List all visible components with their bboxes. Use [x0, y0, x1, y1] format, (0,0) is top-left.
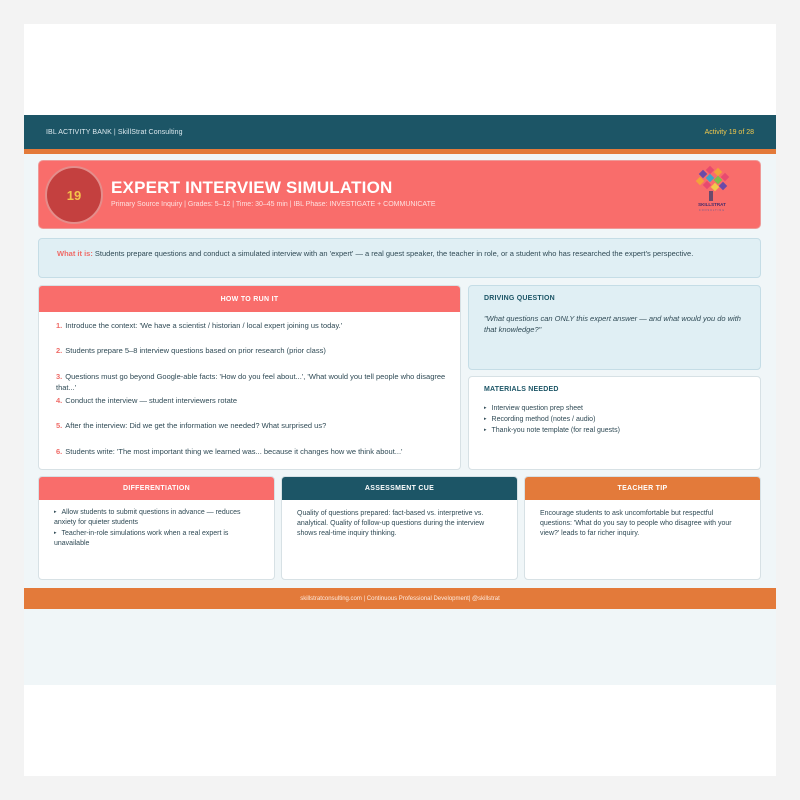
- bullet-icon: ▸: [54, 530, 57, 536]
- driving-question-title: DRIVING QUESTION: [484, 295, 555, 302]
- differentiation-text: Teacher-in-role simulations work when a real expert is unavailable: [54, 530, 229, 547]
- teacher-tip-panel: [524, 476, 761, 580]
- list-item: [484, 403, 745, 414]
- step-text: After the interview: Did we get the information we needed? What surprised us?: [65, 421, 327, 430]
- skillstrat-logo: [687, 165, 737, 221]
- step-text: Introduce the context: 'We have a scientist / historian / local expert joining us today.': [65, 321, 343, 330]
- bullet-icon: ▸: [484, 405, 487, 411]
- teacher-tip-title: TEACHER TIP: [525, 477, 760, 500]
- step-item: [56, 371, 451, 393]
- step-number: 2.: [56, 346, 63, 355]
- material-text: Thank-you note template (for real guests): [491, 427, 620, 434]
- what-it-is-panel: [38, 238, 761, 278]
- how-to-run-panel: [38, 285, 461, 470]
- step-item: [56, 320, 451, 331]
- logo-tagline: CONSULTING: [698, 209, 726, 212]
- materials-panel: [468, 376, 761, 470]
- bullet-icon: ▸: [54, 509, 57, 515]
- driving-question-panel: [468, 285, 761, 370]
- step-item: [56, 420, 451, 431]
- activity-number-badge: 19: [45, 166, 103, 224]
- step-number: 3.: [56, 372, 63, 381]
- header-brand: IBL ACTIVITY BANK | SkillStrat Consulting: [46, 128, 183, 136]
- list-item: [54, 507, 259, 528]
- step-text: Conduct the interview — student interviewers rotate: [65, 396, 238, 405]
- step-number: 6.: [56, 447, 63, 456]
- step-number: 1.: [56, 321, 63, 330]
- step-item: [56, 446, 451, 457]
- assessment-cue-title: ASSESSMENT CUE: [282, 477, 517, 500]
- list-item: [484, 414, 745, 425]
- list-item: [484, 425, 745, 436]
- list-item: [54, 528, 259, 549]
- step-item: [56, 345, 451, 356]
- what-it-is-label: What it is:: [57, 249, 93, 258]
- header-divider: [24, 149, 776, 154]
- what-it-is-text: Students prepare questions and conduct a simulated interview with an 'expert' — a real guest speaker, the teacher in role, or a student who has researched the expert's perspective.: [92, 249, 694, 258]
- step-text: Students write: 'The most important thing we learned was... because it changes how we think about...': [65, 447, 403, 456]
- footer-text: skillstratconsulting.com | Continuous Professional Development| @skillstrat: [300, 595, 500, 602]
- logo-brand-text: SKILLSTRAT: [698, 202, 726, 207]
- step-number: 5.: [56, 421, 63, 430]
- differentiation-text: Allow students to submit questions in advance — reduces anxiety for quieter students: [54, 509, 241, 526]
- logo-tree-icon: [687, 165, 737, 203]
- material-text: Interview question prep sheet: [491, 405, 583, 412]
- differentiation-panel: [38, 476, 275, 580]
- step-item: [56, 395, 451, 406]
- differentiation-body: [39, 500, 274, 556]
- slide: [24, 115, 776, 685]
- page-title: EXPERT INTERVIEW SIMULATION: [111, 178, 393, 197]
- activity-counter: Activity 19 of 28: [704, 128, 754, 136]
- top-bar: [24, 115, 776, 149]
- bullet-icon: ▸: [484, 416, 487, 422]
- step-number: 4.: [56, 396, 63, 405]
- bullet-icon: ▸: [484, 427, 487, 433]
- driving-question-text: "What questions can ONLY this expert answer — and what would you do with that knowledge?": [484, 314, 741, 334]
- how-to-run-title: HOW TO RUN IT: [39, 286, 460, 312]
- materials-title: MATERIALS NEEDED: [484, 386, 559, 393]
- teacher-tip-text: Encourage students to ask uncomfortable but respectful questions: 'What do you say to people who disagree with your view?' leads to far richer inquiry.: [540, 510, 732, 537]
- activity-meta: Primary Source Inquiry | Grades: 5–12 | Time: 30–45 min | IBL Phase: INVESTIGATE + COMMUNICATE: [111, 201, 436, 208]
- materials-list: [484, 403, 745, 436]
- hero-banner: [38, 160, 761, 229]
- material-text: Recording method (notes / audio): [491, 416, 596, 423]
- steps-list: [39, 312, 460, 470]
- footer: [24, 588, 776, 609]
- assessment-cue-text: Quality of questions prepared: fact-based vs. interpretive vs. analytical. Quality of follow-up questions during the interview shows real-time inquiry thinking.: [297, 510, 485, 537]
- step-text: Students prepare 5–8 interview questions based on prior research (prior class): [65, 346, 326, 355]
- assessment-cue-panel: [281, 476, 518, 580]
- step-text: Questions must go beyond Google-able facts: 'How do you feel about...', 'What would you tell people who disagree that...': [56, 372, 446, 392]
- differentiation-title: DIFFERENTIATION: [39, 477, 274, 500]
